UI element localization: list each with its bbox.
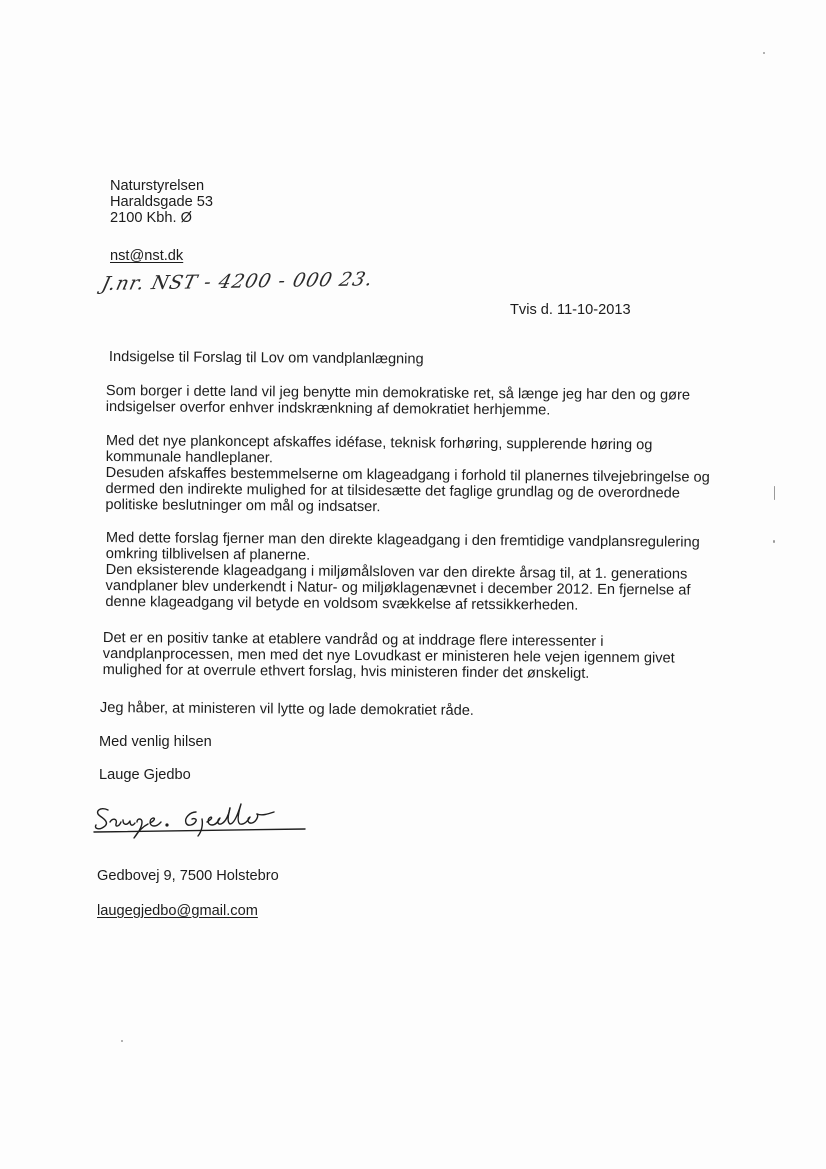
body-paragraph-3 [105, 530, 699, 615]
sender-email-link[interactable]: laugegjedbo@gmail.com [97, 903, 258, 919]
body-line: Med dette forslag fjerner man den direkte klageadgang i den fremtidige vandplansregulering [105, 530, 700, 551]
recipient-name: Naturstyrelsen [110, 178, 205, 194]
handwritten-signature [90, 798, 310, 840]
body-line: indsigelser overfor enhver indskrænkning af demokratiet herhjemme. [105, 398, 551, 419]
sender-address: Gedbovej 9, 7500 Holstebro [97, 868, 279, 884]
recipient-street: Haraldsgade 53 [110, 194, 214, 210]
recipient-address [110, 178, 213, 226]
body-line: politiske beslutninger om mål og indsatser. [105, 496, 381, 516]
body-line: Som borger i dette land vil jeg benytte min demokratiske ret, så længe jeg har den og gøre [105, 383, 691, 404]
body-paragraph-2 [105, 433, 710, 518]
body-line: Med det nye plankoncept afskaffes idéfase, teknisk forhøring, supplerende høring og [105, 433, 653, 454]
body-line: Det er en positiv tanke at etablere vandråd og at inddrage flere interessenter i [102, 630, 604, 650]
handwritten-journal-note: J.nr. NST - 4200 - 000 23. [99, 268, 376, 295]
body-line: Den eksisterende klageadgang i miljømålsloven var den direkte årsag til, at 1. generations [105, 561, 688, 583]
body-line: omkring tilblivelsen af planerne. [105, 545, 311, 564]
body-paragraph-4 [103, 630, 675, 682]
body-line: Desuden afskaffes bestemmelserne om klageadgang i forhold til planernes tilvejebringelse og [105, 464, 710, 486]
place-date: Tvis d. 11-10-2013 [510, 302, 631, 318]
recipient-email-link[interactable]: nst@nst.dk [110, 248, 184, 264]
scan-mark [773, 540, 775, 543]
body-line: Jeg håber, at ministeren vil lytte og lade demokratiet råde. [99, 700, 474, 719]
scan-mark [763, 52, 765, 54]
body-paragraph-1 [106, 383, 690, 420]
scan-mark [121, 1040, 123, 1042]
body-line: kommunale handleplaner. [105, 448, 274, 467]
body-line: dermed den indirekte mulighed for at tilsidesætte det faglige grundlag og de overordnede [105, 480, 680, 502]
body-line: vandplanprocessen, men med det nye Lovudkast er ministeren hele vejen igennem givet [102, 645, 675, 667]
recipient-city: 2100 Kbh. Ø [110, 210, 192, 226]
body-line: denne klageadgang vil betyde en voldsom svækkelse af retssikkerheden. [105, 593, 579, 614]
signature-text [100, 812, 106, 828]
scan-mark [774, 486, 775, 500]
letter-subject: Indsigelse til Forslag til Lov om vandplanlægning [108, 349, 424, 368]
sender-name: Lauge Gjedbo [99, 767, 191, 783]
body-line: mulighed for at overrule ethvert forslag, hvis ministeren finder det ønskeligt. [102, 661, 590, 682]
body-paragraph-5 [100, 700, 474, 719]
body-line: vandplaner blev underkendt i Natur- og miljøklagenævnet i december 2012. En fjernelse af [105, 577, 691, 599]
closing-phrase: Med venlig hilsen [99, 734, 212, 750]
